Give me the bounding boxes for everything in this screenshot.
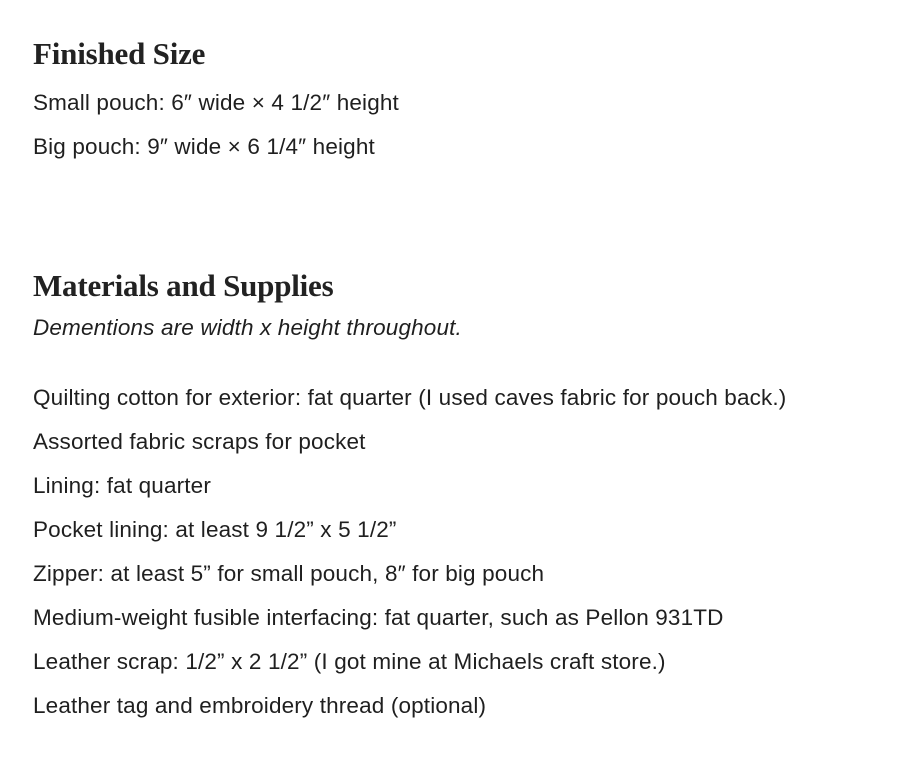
material-item: Quilting cotton for exterior: fat quarter (I used caves fabric for pouch back.) <box>33 385 787 410</box>
finished-size-heading: Finished Size <box>33 36 206 71</box>
big-pouch-size: Big pouch: 9″ wide × 6 1/4″ height <box>33 134 375 159</box>
dimensions-note: Dementions are width x height throughout. <box>33 315 462 340</box>
material-item: Leather scrap: 1/2” x 2 1/2” (I got mine at Michaels craft store.) <box>33 649 666 674</box>
materials-section <box>33 268 786 728</box>
materials-heading: Materials and Supplies <box>33 268 334 303</box>
finished-size-list <box>33 81 399 169</box>
material-item: Leather tag and embroidery thread (optional) <box>33 693 487 718</box>
material-item: Pocket lining: at least 9 1/2” x 5 1/2” <box>33 517 397 542</box>
materials-list <box>33 376 786 728</box>
material-item: Lining: fat quarter <box>33 473 211 498</box>
material-item: Zipper: at least 5” for small pouch, 8″ for big pouch <box>33 561 545 586</box>
finished-size-section <box>33 36 399 169</box>
small-pouch-size: Small pouch: 6″ wide × 4 1/2″ height <box>33 90 399 115</box>
material-item: Medium-weight fusible interfacing: fat quarter, such as Pellon 931TD <box>33 605 724 630</box>
document-page <box>33 0 900 779</box>
material-item: Assorted fabric scraps for pocket <box>33 429 366 454</box>
